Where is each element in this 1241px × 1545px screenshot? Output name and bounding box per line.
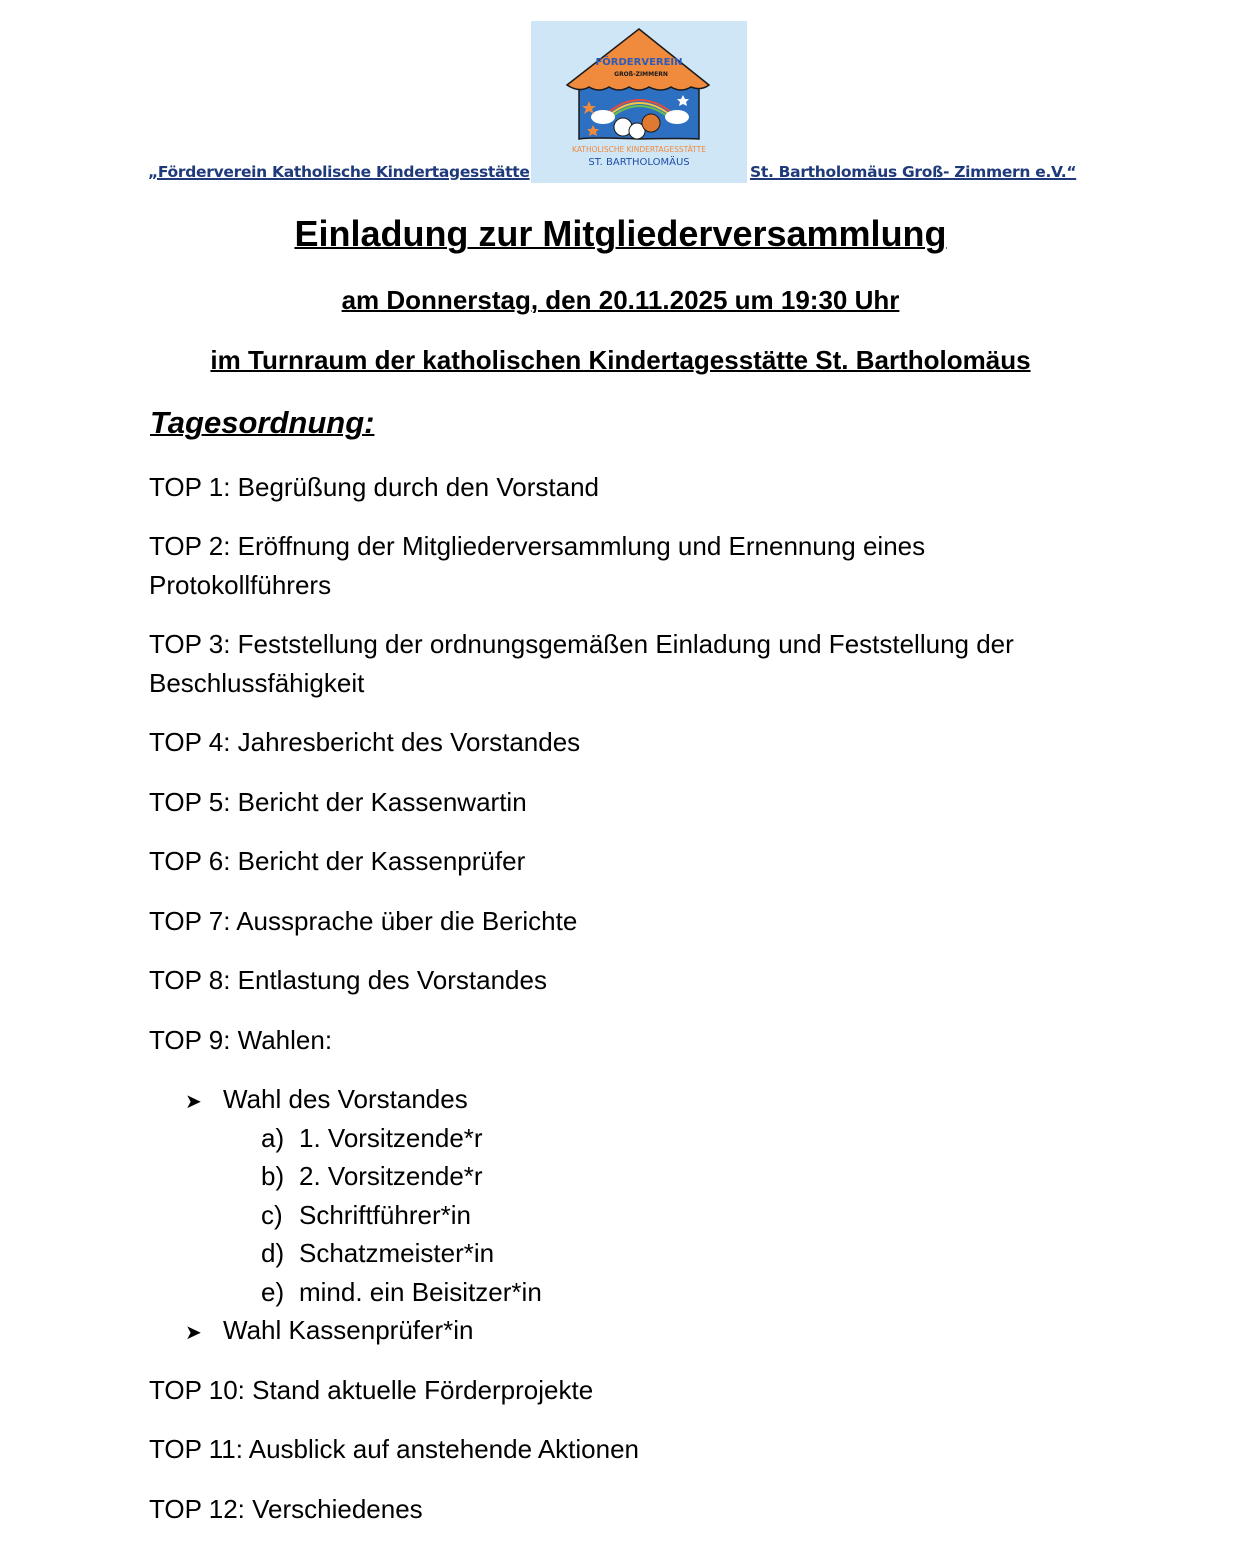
letterhead-left-text: „Förderverein Katholische Kindertagesstätte: [148, 163, 530, 181]
document-title: Einladung zur Mitgliederversammlung: [294, 213, 947, 254]
position-text: mind. ein Beisitzer*in: [299, 1276, 542, 1307]
election-auditor: [185, 1311, 542, 1350]
board-position: [185, 1196, 542, 1235]
logo-line2: ST. BARTHOLOMÄUS: [588, 157, 690, 168]
position-letter: b): [261, 1161, 285, 1191]
position-letter: a): [261, 1122, 285, 1153]
meeting-date: am Donnerstag, den 20.11.2025 um 19:30 Uhr: [341, 285, 900, 315]
agenda-item-11: TOP 11: Ausblick auf anstehende Aktionen: [149, 1434, 640, 1464]
position-letter: d): [261, 1238, 285, 1268]
election-board-label: Wahl des Vorstandes: [223, 1084, 468, 1114]
position-letter: e): [261, 1276, 285, 1307]
agenda-item-6: TOP 6: Bericht der Kassenprüfer: [149, 846, 526, 876]
agenda-heading: Tagesordnung:: [150, 405, 375, 440]
agenda-item-7: TOP 7: Aussprache über die Berichte: [149, 906, 578, 936]
logo-roof-text: FÖRDERVEREIN: [595, 57, 683, 68]
board-position: [185, 1234, 542, 1273]
agenda-item-4: TOP 4: Jahresbericht des Vorstandes: [149, 727, 581, 757]
agenda-item-10: TOP 10: Stand aktuelle Förderprojekte: [149, 1375, 594, 1405]
election-auditor-label: Wahl Kassenprüfer*in: [223, 1315, 474, 1345]
meeting-location: im Turnraum der katholischen Kindertagesstätte St. Bartholomäus: [210, 345, 1031, 375]
position-text: 1. Vorsitzende*r: [299, 1122, 483, 1153]
agenda-item-9: TOP 9: Wahlen:: [149, 1025, 333, 1055]
agenda-item-1: TOP 1: Begrüßung durch den Vorstand: [149, 472, 599, 502]
position-text: Schatzmeister*in: [299, 1238, 495, 1268]
agenda-item-8: TOP 8: Entlastung des Vorstandes: [149, 965, 547, 995]
arrow-bullet-icon: ➤: [185, 1091, 202, 1113]
association-logo: [531, 21, 747, 183]
elections-list: [185, 1080, 542, 1350]
position-letter: c): [261, 1199, 283, 1230]
logo-graphic: [531, 21, 747, 183]
position-text: Schriftführer*in: [299, 1199, 471, 1230]
position-text: 2. Vorsitzende*r: [299, 1161, 483, 1191]
agenda-item-2: TOP 2: Eröffnung der Mitgliederversammlung und Ernennung eines Protokollführers: [149, 531, 926, 600]
agenda-item-5: TOP 5: Bericht der Kassenwartin: [149, 787, 527, 817]
agenda-item-3: TOP 3: Feststellung der ordnungsgemäßen Einladung und Feststellung der Beschlussfähigkeit: [149, 629, 1014, 698]
election-board: [185, 1080, 542, 1119]
letterhead-right-text: St. Bartholomäus Groß- Zimmern e.V.“: [750, 163, 1077, 181]
logo-line1: KATHOLISCHE KINDERTAGESSTÄTTE: [572, 145, 706, 154]
board-position: [185, 1119, 542, 1158]
letterhead: [0, 0, 1241, 200]
logo-roof-subtext: GROß-ZIMMERN: [614, 71, 668, 78]
board-position: [185, 1273, 542, 1312]
arrow-bullet-icon: ➤: [185, 1322, 202, 1344]
agenda-item-12: TOP 12: Verschiedenes: [149, 1494, 423, 1524]
board-position: [185, 1157, 542, 1196]
